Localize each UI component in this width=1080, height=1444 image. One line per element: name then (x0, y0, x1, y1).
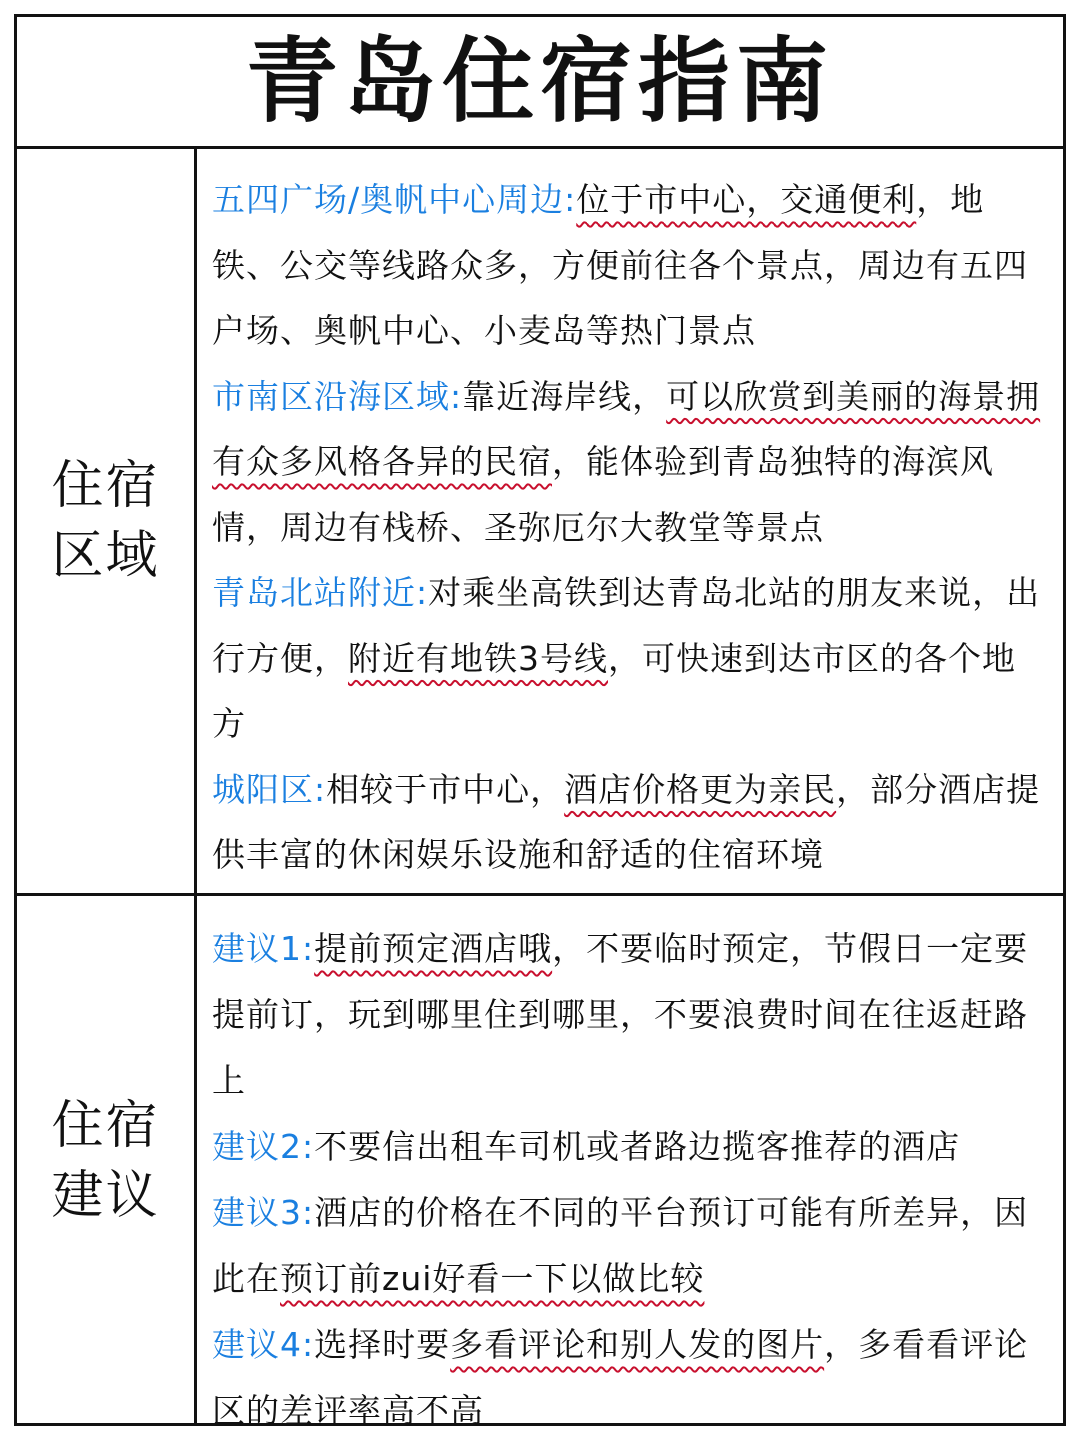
section-label-cell (17, 896, 197, 1426)
item-text: ，部分酒店提供丰富的休闲娱乐设施和舒适的住宿环境 (212, 769, 1041, 874)
list-item (212, 167, 1045, 364)
item-key: 城阳区: (212, 769, 327, 809)
list-item (212, 1312, 1045, 1444)
title-row (17, 17, 1063, 149)
item-key: 市南区沿海区域: (212, 376, 463, 416)
item-highlight: 酒店价格更为亲民 (564, 769, 837, 809)
item-key: 建议1: (212, 929, 315, 968)
item-key: 青岛北站附近: (212, 573, 429, 612)
item-text: ，地铁、公交等线路众多，方便前往各个景点，周边有五四户场、奥帆中心、小麦岛等热门景点 (212, 180, 1028, 350)
guide-table (14, 14, 1066, 1430)
item-text: 不要信出租车司机或者路边揽客推荐的酒店 (314, 1127, 961, 1166)
page-title: 青岛住宿指南 (245, 27, 834, 135)
list-item (212, 1114, 1045, 1180)
item-text: ，不要临时预定，节假日一定要提前订，玩到哪里住到哪里，不要浪费时间在往返赶路上 (212, 929, 1029, 1100)
section-label-cell (17, 149, 197, 893)
item-highlight: 多看评论和别人发的图片 (450, 1325, 825, 1364)
section-label: 住宿区域 (51, 456, 160, 586)
item-highlight: 附近有地铁3号线 (348, 638, 608, 678)
list-item (212, 916, 1045, 1114)
item-key: 建议2: (212, 1127, 315, 1166)
section-accommodation-tips (17, 896, 1063, 1430)
section-content (212, 167, 1045, 888)
item-text: 相较于市中心， (326, 769, 565, 809)
item-text: 酒店的价格在不同的平台预订可能有所差异，因此在 (212, 1193, 1029, 1298)
item-text: 选择时要 (314, 1325, 451, 1364)
item-key: 五四广场/奥帆中心周边: (212, 180, 577, 219)
item-highlight: 提前预定酒店哦 (314, 929, 553, 968)
list-item (212, 757, 1045, 888)
item-highlight: 可以欣赏到美丽的海景拥有众多风格各异的民宿 (212, 376, 1041, 481)
section-label: 住宿建议 (51, 1096, 160, 1226)
item-text: 靠近海岸线， (462, 376, 667, 416)
item-text: ，可快速到达市区的各个地方 (212, 638, 1016, 743)
section-content (212, 916, 1045, 1444)
item-key: 建议3: (212, 1193, 315, 1232)
list-item (212, 1180, 1045, 1312)
section-accommodation-areas (17, 149, 1063, 896)
item-text: ，能体验到青岛独特的海滨风情，周边有栈桥、圣弥厄尔大教堂等景点 (212, 442, 994, 547)
item-key: 建议4: (212, 1325, 315, 1364)
item-highlight: 预订前zui好看一下以做比较 (280, 1259, 705, 1298)
item-text: ，多看看评论区的差评率高不高 (212, 1325, 1029, 1430)
item-text: 对乘坐高铁到达青岛北站的朋友来说，出行方便， (212, 573, 1041, 678)
item-highlight: 位于市中心，交通便利 (576, 180, 917, 219)
list-item (212, 560, 1045, 757)
list-item (212, 364, 1045, 561)
